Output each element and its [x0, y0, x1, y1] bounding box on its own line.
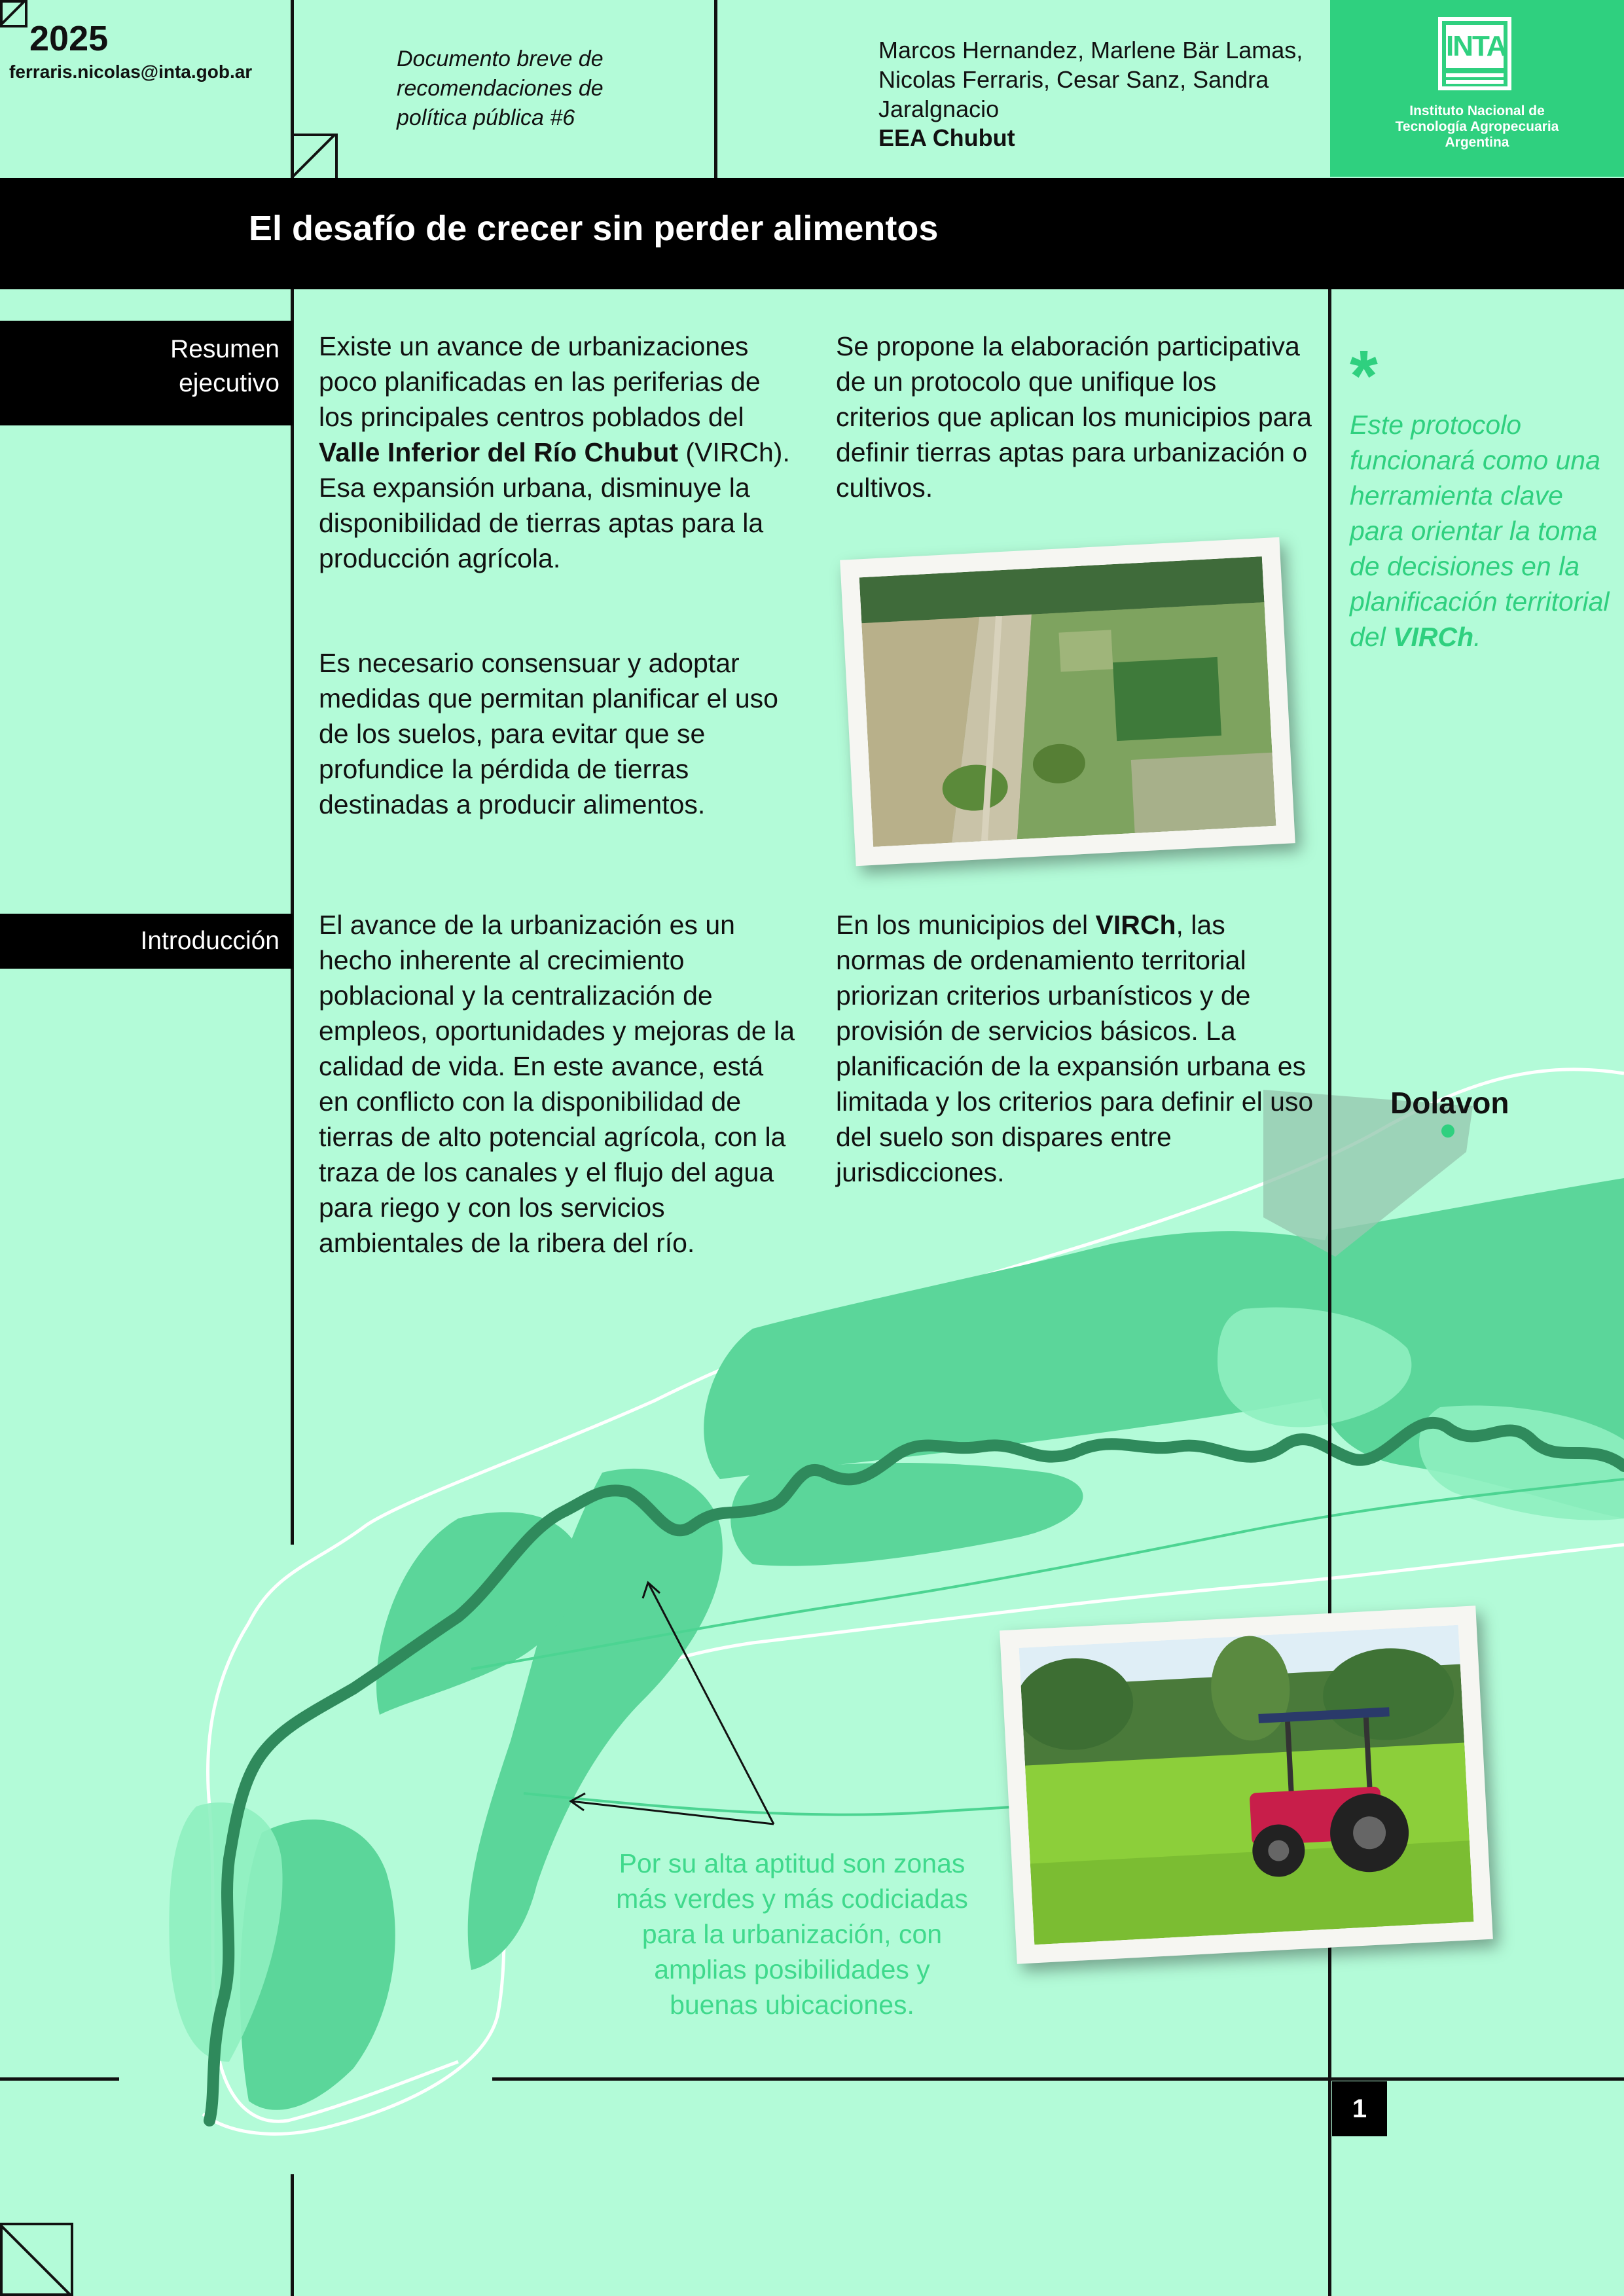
- side-note-bold: VIRCh: [1393, 622, 1474, 652]
- dolavon-marker: [1441, 1124, 1454, 1138]
- grid-line-v2: [714, 0, 717, 178]
- institution-name: [1330, 103, 1624, 151]
- intro-paragraph-2: [836, 907, 1320, 1190]
- inta-logo-stripe: [1446, 80, 1504, 84]
- research-station: EEA Chubut: [878, 124, 1015, 151]
- grid-line-h-bottom-2: [492, 2077, 1624, 2081]
- side-note: [1350, 407, 1612, 655]
- intro-paragraph-1: El avance de la urbanización es un hecho inherente al crecimiento poblacional y la centralización de empleos, oportunidades y mejoras de la calidad de vida. En este avance, está en conflicto con la disponibilidad de tierras de alto potencial agrícola, con la traza de los canales y el flujo del agua para riego y con los servicios ambientales de la ribera del río.: [319, 910, 795, 1258]
- intro-p2-bold: VIRCh: [1095, 910, 1176, 940]
- section-label-resumen-line1: Resumen: [170, 335, 280, 363]
- map-label-dolavon: Dolavon: [1390, 1086, 1509, 1120]
- inta-logo-stripe: [1446, 73, 1504, 77]
- inta-logo-block: [1330, 0, 1624, 177]
- intro-p2-text-a: En los municipios del: [836, 910, 1096, 940]
- intro-p2-text-b: , las normas de ordenamiento territorial priorizan criterios urbanísticos y de provisión de servicios básicos. La planificación de la expansión urbana es limitada y los criterios para definir el uso del suelo son dispares entre jurisdicciones.: [836, 910, 1314, 1187]
- aerial-farmland-photo: [840, 537, 1295, 867]
- institution-country: Argentina: [1445, 135, 1509, 150]
- page-title: El desafío de crecer sin perder alimentos: [249, 209, 939, 248]
- institution-line-1: Instituto Nacional de: [1409, 103, 1545, 118]
- grid-line-v1c: [291, 2174, 294, 2296]
- side-note-text: Este protocolo funcionará como una herramienta clave para orientar la toma de decisiones en la planificación territorial del: [1350, 410, 1610, 652]
- institution-line-2: Tecnología Agropecuaria: [1395, 119, 1559, 134]
- tractor-field-photo: [1000, 1605, 1493, 1964]
- aerial-farmland-image: [859, 556, 1276, 847]
- agri-zone-mid: [731, 1463, 1083, 1566]
- resumen-paragraph-2: Es necesario consensuar y adoptar medidas que permitan planificar el uso de los suelos, para evitar que se profundice la pérdida de tierras destinadas a producir alimentos.: [319, 648, 778, 819]
- corner-box-header: [291, 134, 338, 181]
- authors: Marcos Hernandez, Marlene Bär Lamas, Nicolas Ferraris, Cesar Sanz, Sandra Jaralgnacio: [878, 37, 1303, 122]
- year: 2025: [29, 19, 109, 58]
- resumen-paragraph-1: [319, 329, 797, 576]
- page-number: 1: [1332, 2081, 1387, 2136]
- contact-email[interactable]: ferraris.nicolas@inta.gob.ar: [9, 62, 253, 82]
- corner-box-bottom-left: [0, 2223, 73, 2296]
- map-caption: Por su alta aptitud son zonas más verdes y más codiciadas para la urbanización, con amplias posibilidades y buenas ubicaciones.: [616, 1848, 968, 2020]
- inta-logo-text: INTA: [1446, 25, 1504, 68]
- section-label-resumen: [0, 321, 293, 425]
- resumen-paragraph-3: Se propone la elaboración participativa de un protocolo que unifique los criterios que aplican los municipios para definir tierras aptas para urbanización o cultivos.: [836, 331, 1312, 503]
- resumen-p1-bold: Valle Inferior del Río Chubut: [319, 437, 678, 467]
- side-note-end: .: [1473, 622, 1481, 652]
- grid-line-v3: [1328, 289, 1331, 2296]
- resumen-p1-text-b: (VIRCh). Esa expansión urbana, disminuye la disponibilidad de tierras aptas para la producción agrícola.: [319, 437, 790, 573]
- resumen-p1-text-a: Existe un avance de urbanizaciones poco planificadas en las periferias de los principales centros poblados del: [319, 331, 761, 432]
- asterisk-icon: *: [1350, 336, 1378, 416]
- document-type: Documento breve de recomendaciones de política pública #6: [397, 46, 604, 130]
- corner-box-top-left: [0, 0, 27, 27]
- section-label-resumen-line2: ejecutivo: [179, 369, 280, 397]
- grid-line-h-bottom-1: [0, 2077, 119, 2081]
- section-label-introduccion: Introducción: [0, 914, 293, 969]
- tractor-field-image: [1019, 1625, 1474, 1945]
- inta-logo: [1438, 17, 1511, 90]
